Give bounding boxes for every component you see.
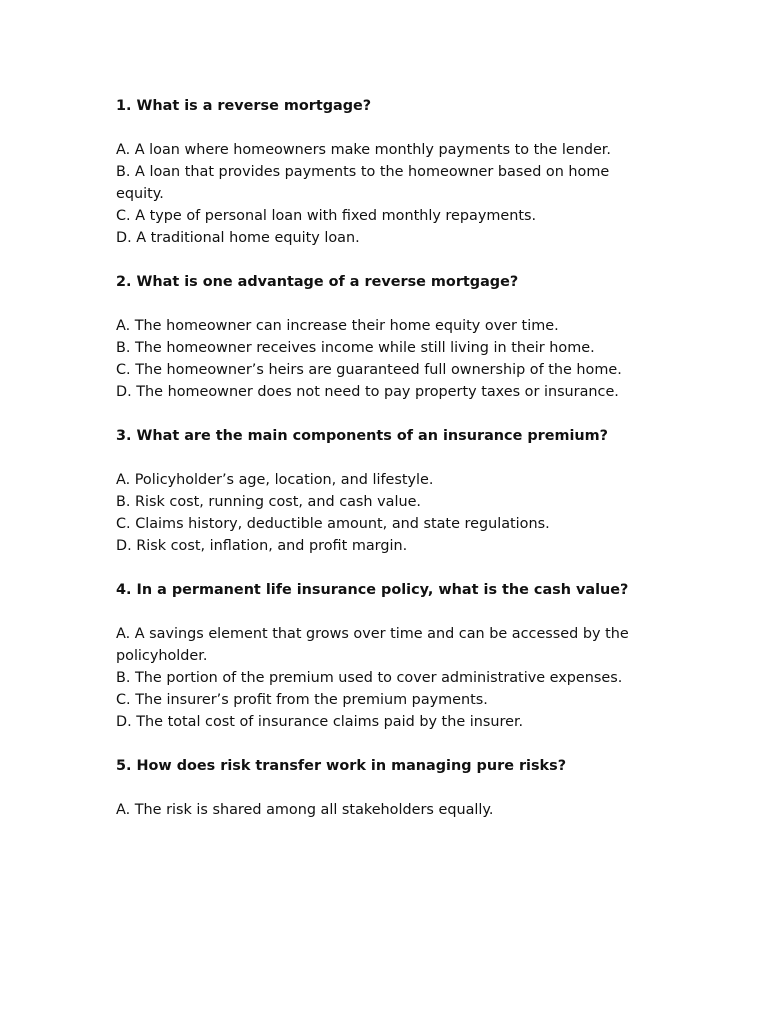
question-2-option-a: A. The homeowner can increase their home equity over time. <box>116 318 559 334</box>
question-3-option-d: D. Risk cost, inflation, and profit margin. <box>116 538 408 554</box>
question-2-option-b: B. The homeowner receives income while still living in their home. <box>116 340 595 356</box>
question-1-option-b: B. A loan that provides payments to the homeowner based on home equity. <box>116 164 610 202</box>
question-block-3 <box>116 425 661 557</box>
question-3-option-a: A. Policyholder’s age, location, and lifestyle. <box>116 472 434 488</box>
question-1-option-a: A. A loan where homeowners make monthly payments to the lender. <box>116 142 611 158</box>
question-5-text: 5. How does risk transfer work in managing pure risks? <box>116 758 567 774</box>
question-3-text: 3. What are the main components of an insurance premium? <box>116 428 609 444</box>
question-block-5 <box>116 755 661 821</box>
question-3-option-c: C. Claims history, deductible amount, and state regulations. <box>116 516 550 532</box>
question-1-text: 1. What is a reverse mortgage? <box>116 98 372 114</box>
question-4-option-d: D. The total cost of insurance claims paid by the insurer. <box>116 714 524 730</box>
question-1-option-d: D. A traditional home equity loan. <box>116 230 360 246</box>
question-4-text: 4. In a permanent life insurance policy, what is the cash value? <box>116 582 629 598</box>
document-page <box>116 95 661 843</box>
question-2-text: 2. What is one advantage of a reverse mortgage? <box>116 274 519 290</box>
question-block-4 <box>116 579 661 733</box>
question-2-option-c: C. The homeowner’s heirs are guaranteed full ownership of the home. <box>116 362 622 378</box>
question-2-option-d: D. The homeowner does not need to pay property taxes or insurance. <box>116 384 619 400</box>
question-3-option-b: B. Risk cost, running cost, and cash value. <box>116 494 421 510</box>
question-block-1 <box>116 95 661 249</box>
question-5-option-a: A. The risk is shared among all stakeholders equally. <box>116 802 494 818</box>
question-block-2 <box>116 271 661 403</box>
question-4-option-b: B. The portion of the premium used to cover administrative expenses. <box>116 670 623 686</box>
question-4-option-a: A. A savings element that grows over time and can be accessed by the policyholder. <box>116 626 629 664</box>
question-4-option-c: C. The insurer’s profit from the premium payments. <box>116 692 488 708</box>
question-1-option-c: C. A type of personal loan with fixed monthly repayments. <box>116 208 537 224</box>
